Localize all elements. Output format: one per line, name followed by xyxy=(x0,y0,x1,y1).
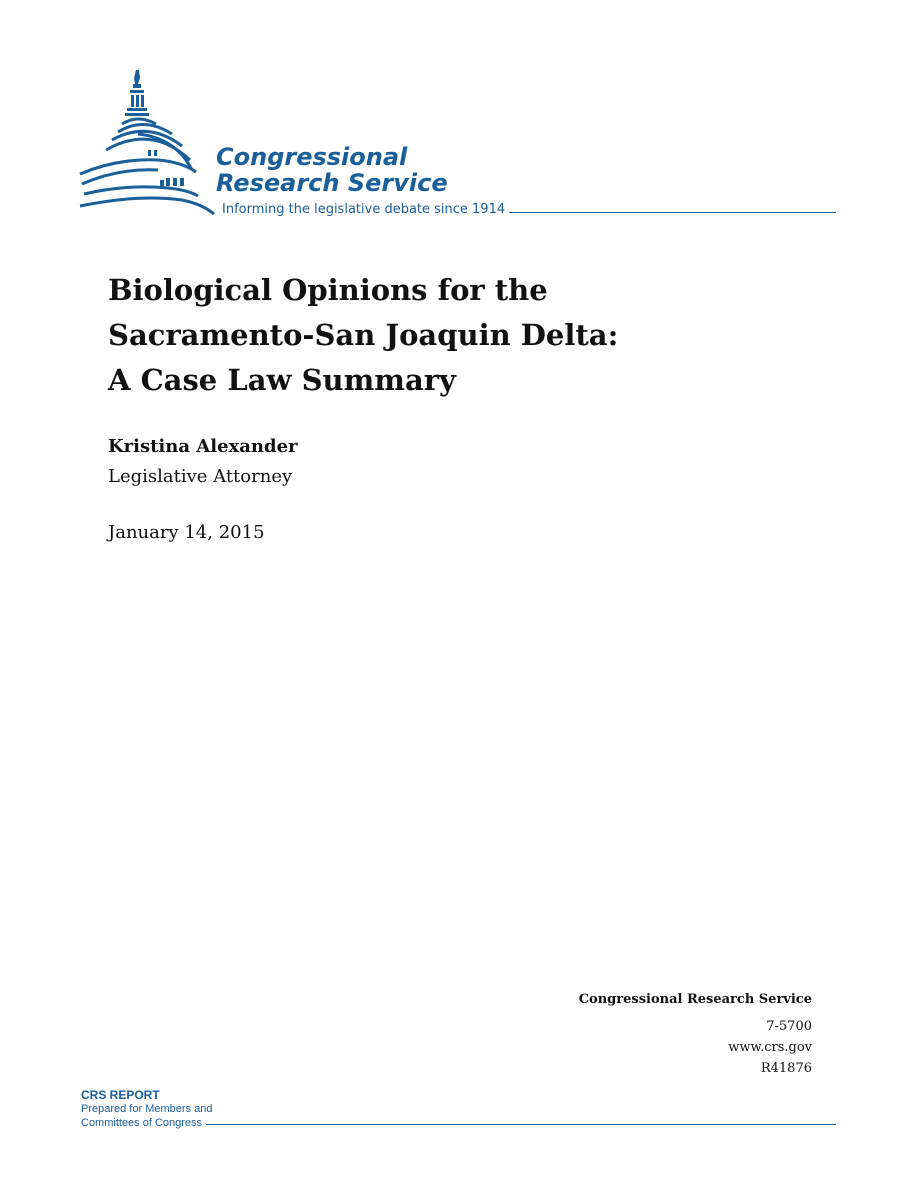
logo-name-line2: Research Service xyxy=(216,169,448,197)
logo-tagline: Informing the legislative debate since 1914 xyxy=(222,201,506,217)
report-title-line3: A Case Law Summary xyxy=(108,363,456,397)
meta-organization: Congressional Research Service xyxy=(578,992,812,1007)
crs-report-footer xyxy=(81,1088,836,1130)
report-date: January 14, 2015 xyxy=(108,522,265,543)
report-title xyxy=(108,268,618,403)
report-title-line2: Sacramento-San Joaquin Delta: xyxy=(108,318,619,352)
logo-name-line1: Congressional xyxy=(216,143,408,171)
logo-rule-divider xyxy=(509,212,836,213)
footer-line2: Committees of Congress xyxy=(81,1117,203,1129)
footer-last-row xyxy=(81,1116,836,1130)
report-meta-block xyxy=(579,990,812,1079)
logo-wordmark xyxy=(216,144,448,196)
footer-label: CRS REPORT xyxy=(81,1088,160,1102)
footer-line1: Prepared for Members and xyxy=(81,1103,213,1115)
capitol-dome-logo-icon xyxy=(78,68,218,216)
author-role: Legislative Attorney xyxy=(108,466,293,487)
meta-website: www.crs.gov xyxy=(728,1040,812,1055)
logo-tagline-row xyxy=(222,200,836,218)
meta-report-number: R41876 xyxy=(760,1061,812,1076)
footer-rule-divider xyxy=(206,1124,836,1125)
author-name: Kristina Alexander xyxy=(108,436,298,457)
meta-phone: 7-5700 xyxy=(766,1019,812,1034)
report-title-line1: Biological Opinions for the xyxy=(108,273,548,307)
